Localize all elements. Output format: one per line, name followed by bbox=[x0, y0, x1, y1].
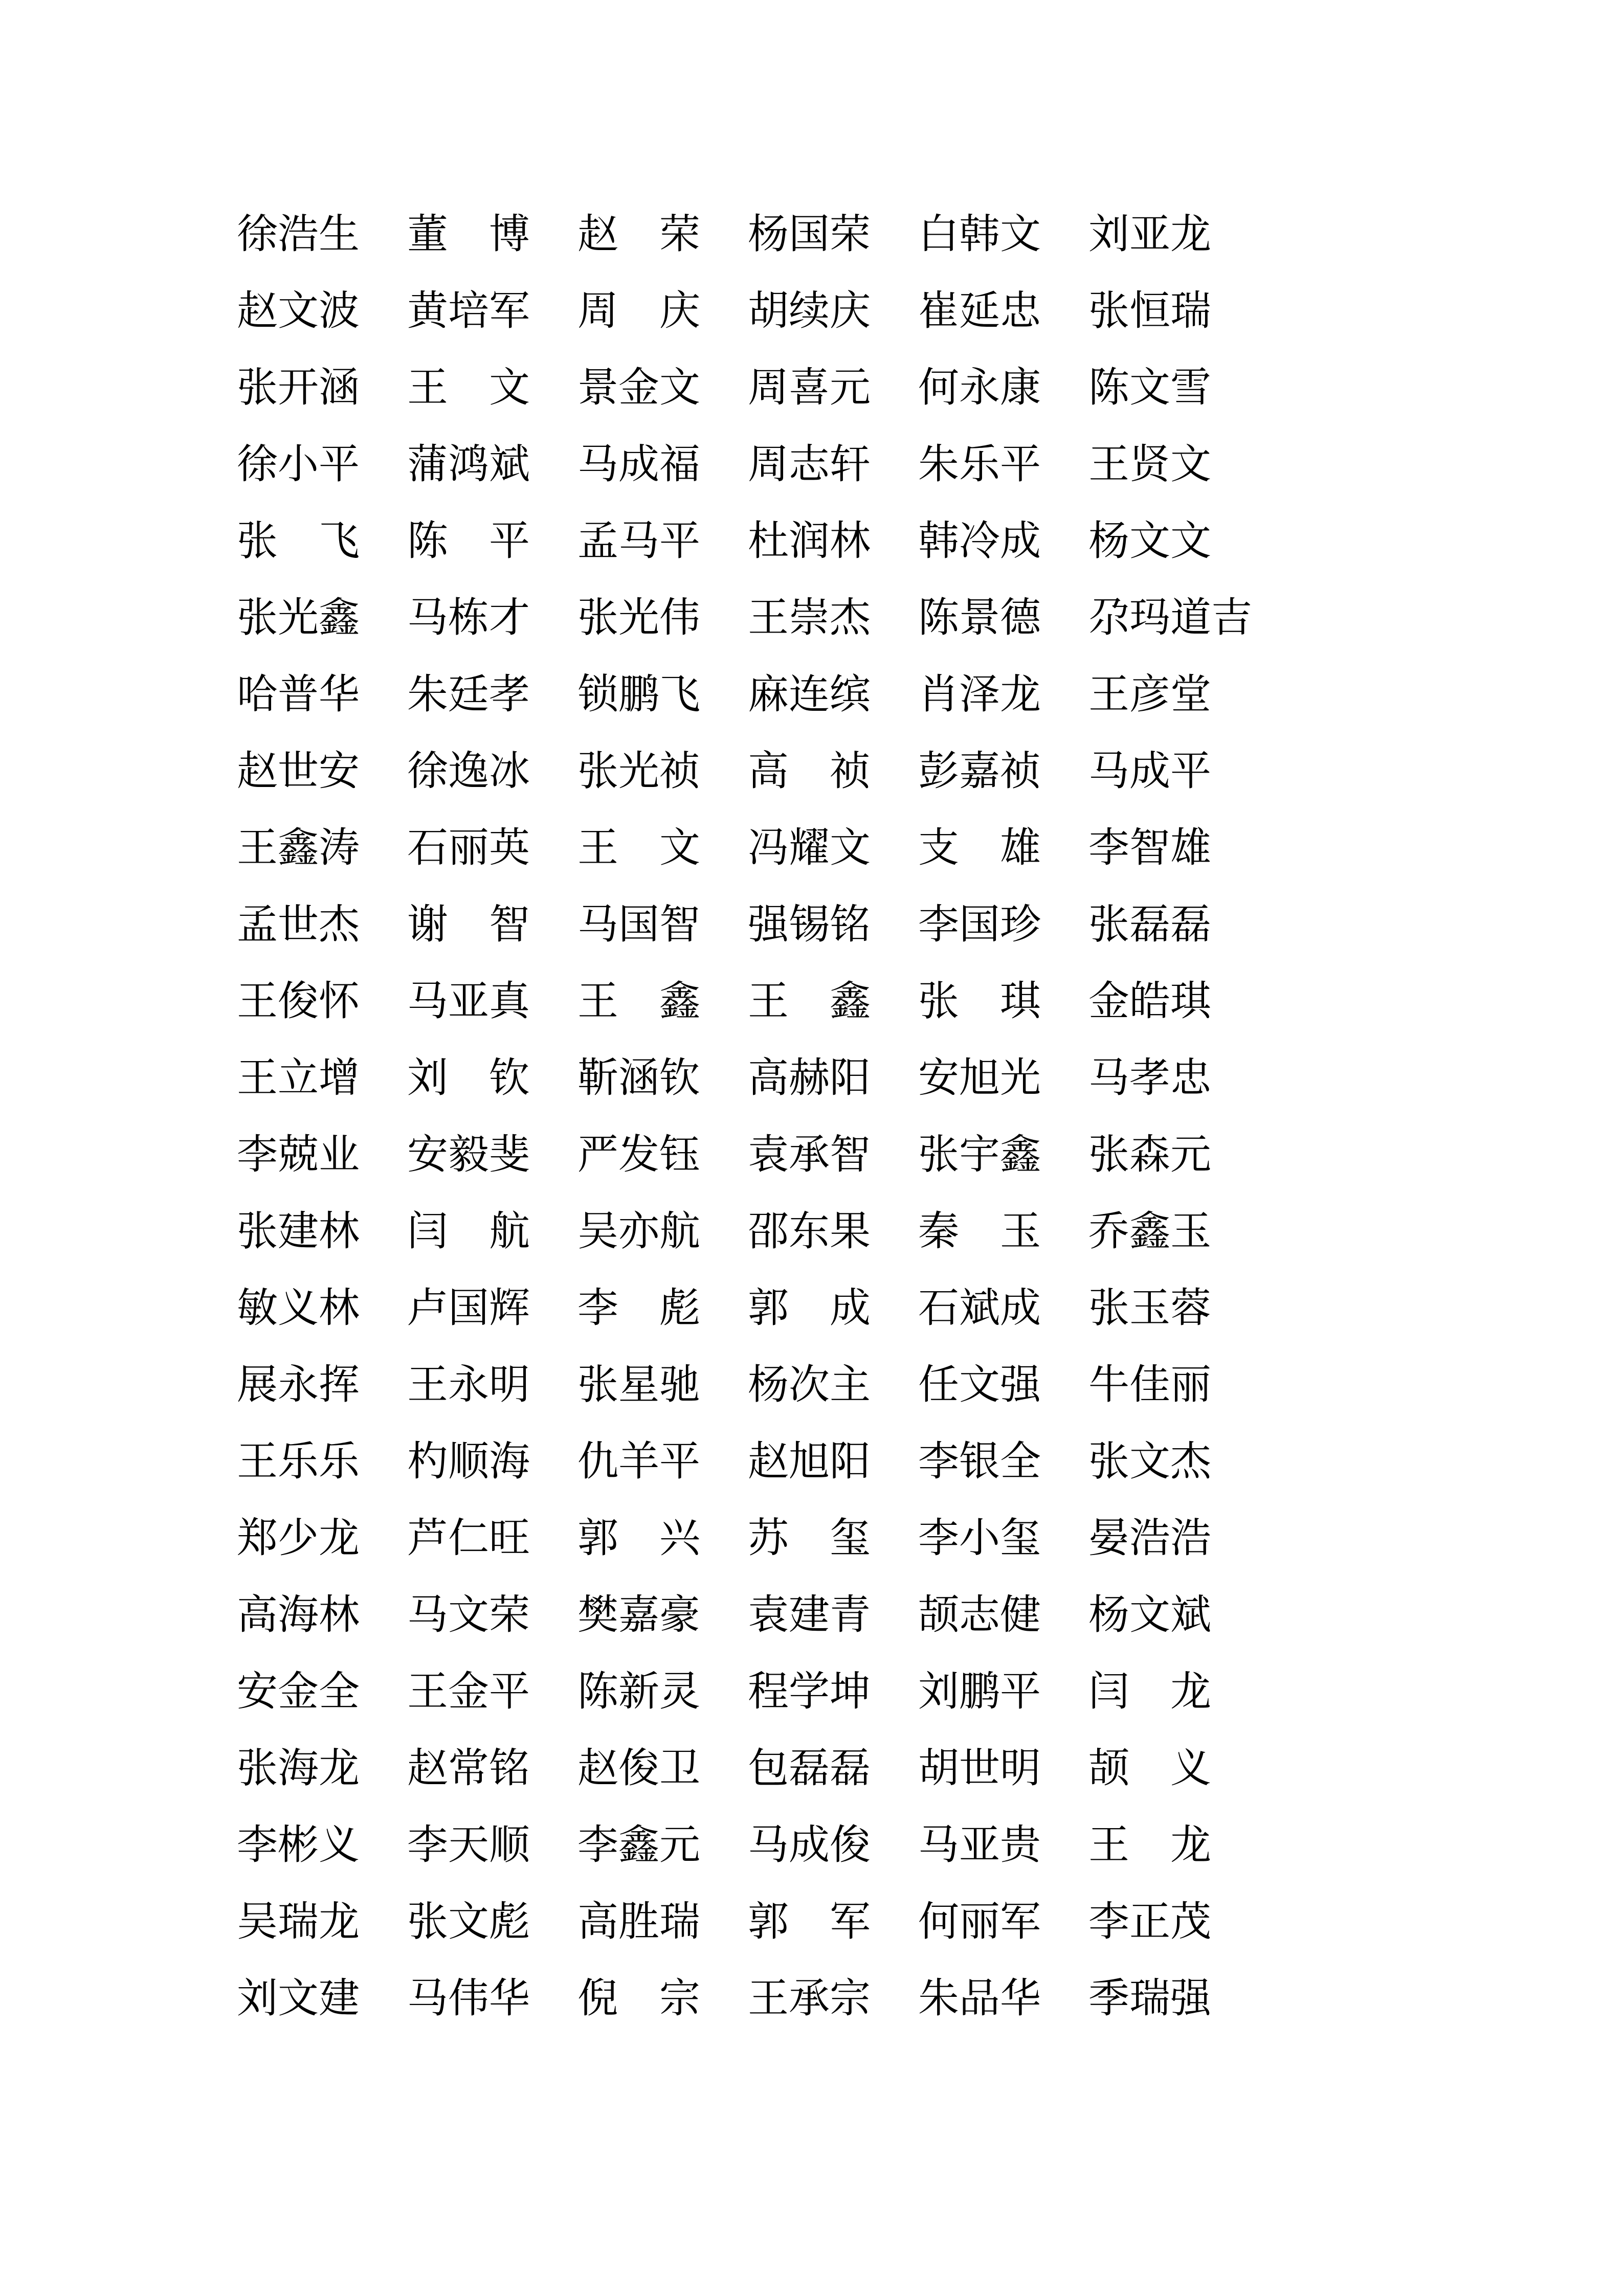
name-cell: 杨文文 bbox=[1088, 517, 1211, 565]
name-cell: 袁承智 bbox=[748, 1131, 871, 1178]
name-cell: 杓顺海 bbox=[407, 1437, 530, 1485]
name-cell: 杜润林 bbox=[748, 517, 871, 565]
name-cell: 仇羊平 bbox=[577, 1437, 700, 1485]
name-cell: 杨文斌 bbox=[1088, 1591, 1211, 1638]
name-cell: 王乐乐 bbox=[237, 1437, 360, 1485]
name-cell: 李兢业 bbox=[237, 1131, 360, 1178]
name-cell: 高海林 bbox=[237, 1591, 360, 1638]
name-cell: 王 鑫 bbox=[577, 977, 700, 1025]
name-cell: 靳涵钦 bbox=[577, 1054, 700, 1101]
name-cell: 刘 钦 bbox=[407, 1054, 530, 1101]
name-cell: 李智雄 bbox=[1088, 824, 1211, 871]
name-cell: 尕玛道吉 bbox=[1088, 594, 1252, 641]
name-cell: 王 龙 bbox=[1088, 1821, 1211, 1869]
name-cell: 张宇鑫 bbox=[918, 1131, 1041, 1178]
name-row bbox=[237, 1270, 1252, 1346]
name-cell: 赵 荣 bbox=[577, 210, 700, 258]
name-cell: 杨次主 bbox=[748, 1361, 871, 1408]
name-cell: 朱乐平 bbox=[918, 440, 1041, 488]
name-row bbox=[237, 1807, 1252, 1883]
name-cell: 季瑞强 bbox=[1088, 1974, 1211, 2022]
name-row bbox=[237, 1040, 1252, 1116]
name-cell: 严发钰 bbox=[577, 1131, 700, 1178]
name-cell: 马文荣 bbox=[407, 1591, 530, 1638]
name-cell: 安旭光 bbox=[918, 1054, 1041, 1101]
name-cell: 马成平 bbox=[1088, 747, 1211, 795]
name-cell: 颉 义 bbox=[1088, 1744, 1211, 1792]
name-cell: 赵文波 bbox=[237, 287, 360, 334]
name-row bbox=[237, 273, 1252, 349]
name-cell: 倪 宗 bbox=[577, 1974, 700, 2022]
name-cell: 李正茂 bbox=[1088, 1898, 1211, 1945]
name-cell: 敏义林 bbox=[237, 1284, 360, 1332]
name-cell: 郭 成 bbox=[748, 1284, 871, 1332]
name-cell: 支 雄 bbox=[918, 824, 1041, 871]
name-cell: 张海龙 bbox=[237, 1744, 360, 1792]
name-cell: 王 文 bbox=[577, 824, 700, 871]
name-cell: 张光祯 bbox=[577, 747, 700, 795]
name-cell: 何丽军 bbox=[918, 1898, 1041, 1945]
name-cell: 王 鑫 bbox=[748, 977, 871, 1025]
name-cell: 朱廷孝 bbox=[407, 670, 530, 718]
name-cell: 晏浩浩 bbox=[1088, 1514, 1211, 1562]
name-row bbox=[237, 886, 1252, 963]
name-cell: 韩冷成 bbox=[918, 517, 1041, 565]
name-cell: 董 博 bbox=[407, 210, 530, 258]
name-cell: 王承宗 bbox=[748, 1974, 871, 2022]
name-cell: 邵东果 bbox=[748, 1207, 871, 1255]
name-cell: 陈文雪 bbox=[1088, 364, 1211, 411]
name-cell: 王俊怀 bbox=[237, 977, 360, 1025]
name-cell: 任文强 bbox=[918, 1361, 1041, 1408]
name-cell: 张文彪 bbox=[407, 1898, 530, 1945]
name-cell: 李小玺 bbox=[918, 1514, 1041, 1562]
name-cell: 高胜瑞 bbox=[577, 1898, 700, 1945]
name-cell: 王 文 bbox=[407, 364, 530, 411]
name-cell: 张开涵 bbox=[237, 364, 360, 411]
name-cell: 张建林 bbox=[237, 1207, 360, 1255]
name-cell: 马栋才 bbox=[407, 594, 530, 641]
name-cell: 陈新灵 bbox=[577, 1668, 700, 1715]
name-row bbox=[237, 1730, 1252, 1807]
name-cell: 闫 航 bbox=[407, 1207, 530, 1255]
name-cell: 颉志健 bbox=[918, 1591, 1041, 1638]
name-cell: 赵旭阳 bbox=[748, 1437, 871, 1485]
name-cell: 郭 军 bbox=[748, 1898, 871, 1945]
name-cell: 李银全 bbox=[918, 1437, 1041, 1485]
name-cell: 谢 智 bbox=[407, 901, 530, 948]
name-cell: 石斌成 bbox=[918, 1284, 1041, 1332]
name-cell: 景金文 bbox=[577, 364, 700, 411]
name-row bbox=[237, 1500, 1252, 1577]
name-cell: 吴亦航 bbox=[577, 1207, 700, 1255]
name-cell: 杨国荣 bbox=[748, 210, 871, 258]
name-cell: 肖泽龙 bbox=[918, 670, 1041, 718]
name-cell: 马孝忠 bbox=[1088, 1054, 1211, 1101]
name-cell: 吴瑞龙 bbox=[237, 1898, 360, 1945]
name-cell: 赵常铭 bbox=[407, 1744, 530, 1792]
name-cell: 蒲鸿斌 bbox=[407, 440, 530, 488]
name-cell: 张光伟 bbox=[577, 594, 700, 641]
name-row bbox=[237, 809, 1252, 886]
name-cell: 马亚贵 bbox=[918, 1821, 1041, 1869]
name-cell: 王贤文 bbox=[1088, 440, 1211, 488]
name-cell: 陈 平 bbox=[407, 517, 530, 565]
name-row bbox=[237, 656, 1252, 733]
name-row bbox=[237, 1883, 1252, 1960]
name-row bbox=[237, 1653, 1252, 1730]
name-cell: 赵俊卫 bbox=[577, 1744, 700, 1792]
name-cell: 强锡铭 bbox=[748, 901, 871, 948]
name-cell: 李国珍 bbox=[918, 901, 1041, 948]
name-cell: 刘鹏平 bbox=[918, 1668, 1041, 1715]
name-row bbox=[237, 1960, 1252, 2037]
name-cell: 周喜元 bbox=[748, 364, 871, 411]
name-cell: 锁鹏飞 bbox=[577, 670, 700, 718]
name-cell: 何永康 bbox=[918, 364, 1041, 411]
name-cell: 白韩文 bbox=[918, 210, 1041, 258]
name-cell: 朱品华 bbox=[918, 1974, 1041, 2022]
name-cell: 马国智 bbox=[577, 901, 700, 948]
name-cell: 崔延忠 bbox=[918, 287, 1041, 334]
name-cell: 李 彪 bbox=[577, 1284, 700, 1332]
name-cell: 王立增 bbox=[237, 1054, 360, 1101]
name-cell: 周志轩 bbox=[748, 440, 871, 488]
name-row bbox=[237, 733, 1252, 809]
name-cell: 闫 龙 bbox=[1088, 1668, 1211, 1715]
name-cell: 秦 玉 bbox=[918, 1207, 1041, 1255]
name-cell: 樊嘉豪 bbox=[577, 1591, 700, 1638]
name-cell: 胡世明 bbox=[918, 1744, 1041, 1792]
name-cell: 哈普华 bbox=[237, 670, 360, 718]
name-cell: 李鑫元 bbox=[577, 1821, 700, 1869]
name-row bbox=[237, 963, 1252, 1040]
name-cell: 孟马平 bbox=[577, 517, 700, 565]
name-cell: 刘亚龙 bbox=[1088, 210, 1211, 258]
name-cell: 王永明 bbox=[407, 1361, 530, 1408]
name-grid bbox=[237, 196, 1252, 2037]
name-cell: 冯耀文 bbox=[748, 824, 871, 871]
name-cell: 卢国辉 bbox=[407, 1284, 530, 1332]
name-cell: 马伟华 bbox=[407, 1974, 530, 2022]
name-cell: 张文杰 bbox=[1088, 1437, 1211, 1485]
name-cell: 张星驰 bbox=[577, 1361, 700, 1408]
name-cell: 麻连缤 bbox=[748, 670, 871, 718]
name-cell: 徐浩生 bbox=[237, 210, 360, 258]
name-cell: 张恒瑞 bbox=[1088, 287, 1211, 334]
name-cell: 苏 玺 bbox=[748, 1514, 871, 1562]
name-cell: 赵世安 bbox=[237, 747, 360, 795]
name-cell: 李彬义 bbox=[237, 1821, 360, 1869]
name-cell: 马成福 bbox=[577, 440, 700, 488]
name-cell: 王崇杰 bbox=[748, 594, 871, 641]
name-cell: 徐逸冰 bbox=[407, 747, 530, 795]
name-cell: 郑少龙 bbox=[237, 1514, 360, 1562]
name-cell: 刘文建 bbox=[237, 1974, 360, 2022]
name-cell: 展永挥 bbox=[237, 1361, 360, 1408]
name-cell: 胡续庆 bbox=[748, 287, 871, 334]
name-cell: 金皓琪 bbox=[1088, 977, 1211, 1025]
name-cell: 芦仁旺 bbox=[407, 1514, 530, 1562]
name-cell: 张 飞 bbox=[237, 517, 360, 565]
name-row bbox=[237, 426, 1252, 503]
name-cell: 王金平 bbox=[407, 1668, 530, 1715]
name-cell: 安毅斐 bbox=[407, 1131, 530, 1178]
name-cell: 安金全 bbox=[237, 1668, 360, 1715]
name-cell: 周 庆 bbox=[577, 287, 700, 334]
name-cell: 包磊磊 bbox=[748, 1744, 871, 1792]
name-cell: 张磊磊 bbox=[1088, 901, 1211, 948]
name-cell: 牛佳丽 bbox=[1088, 1361, 1211, 1408]
name-cell: 徐小平 bbox=[237, 440, 360, 488]
name-cell: 张 琪 bbox=[918, 977, 1041, 1025]
name-cell: 程学坤 bbox=[748, 1668, 871, 1715]
name-row bbox=[237, 349, 1252, 426]
name-row bbox=[237, 1577, 1252, 1653]
name-cell: 张玉蓉 bbox=[1088, 1284, 1211, 1332]
name-cell: 王彦堂 bbox=[1088, 670, 1211, 718]
name-row bbox=[237, 196, 1252, 273]
name-cell: 高 祯 bbox=[748, 747, 871, 795]
name-cell: 张森元 bbox=[1088, 1131, 1211, 1178]
name-row bbox=[237, 1423, 1252, 1500]
name-row bbox=[237, 579, 1252, 656]
name-cell: 袁建青 bbox=[748, 1591, 871, 1638]
name-cell: 孟世杰 bbox=[237, 901, 360, 948]
name-cell: 马亚真 bbox=[407, 977, 530, 1025]
name-cell: 马成俊 bbox=[748, 1821, 871, 1869]
name-cell: 陈景德 bbox=[918, 594, 1041, 641]
name-cell: 石丽英 bbox=[407, 824, 530, 871]
name-cell: 王鑫涛 bbox=[237, 824, 360, 871]
name-cell: 李天顺 bbox=[407, 1821, 530, 1869]
name-row bbox=[237, 1346, 1252, 1423]
name-cell: 彭嘉祯 bbox=[918, 747, 1041, 795]
name-row bbox=[237, 1193, 1252, 1270]
name-row bbox=[237, 1116, 1252, 1193]
name-cell: 张光鑫 bbox=[237, 594, 360, 641]
name-cell: 黄培军 bbox=[407, 287, 530, 334]
name-row bbox=[237, 503, 1252, 579]
name-cell: 高赫阳 bbox=[748, 1054, 871, 1101]
name-cell: 郭 兴 bbox=[577, 1514, 700, 1562]
name-cell: 乔鑫玉 bbox=[1088, 1207, 1211, 1255]
